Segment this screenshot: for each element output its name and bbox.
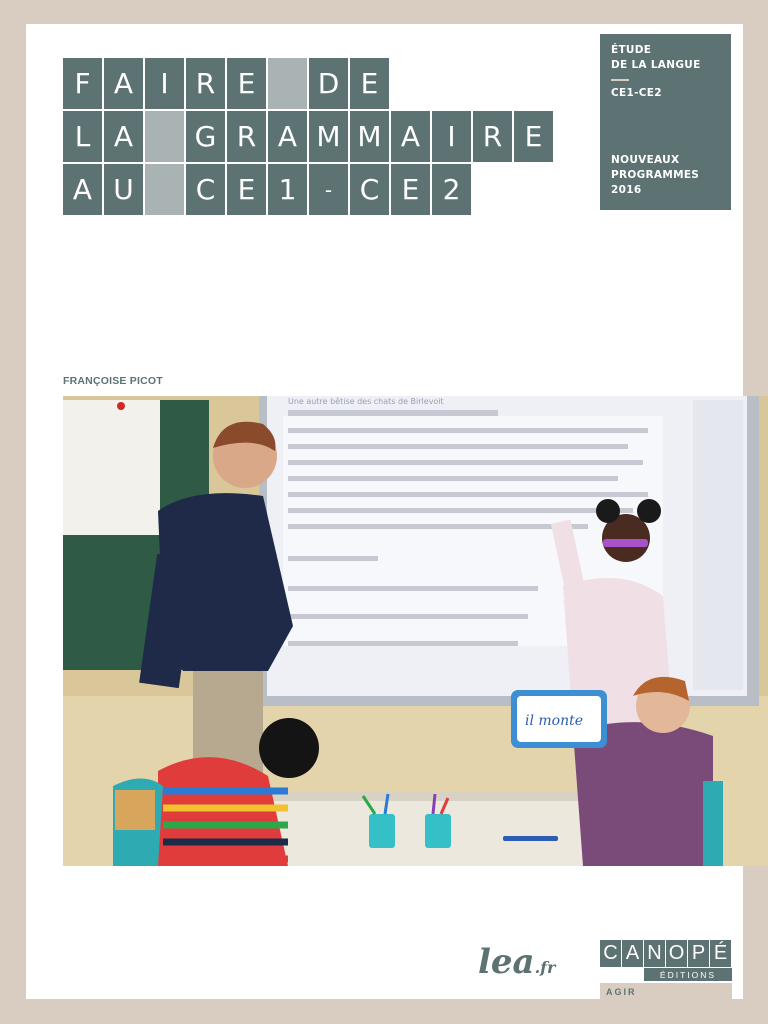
lea-logo-main: lea: [478, 942, 535, 982]
program-line-2: PROGRAMMES: [611, 169, 700, 181]
program-line-1: NOUVEAUX: [611, 154, 680, 166]
title-row-1: [63, 58, 555, 109]
title-tile: A: [391, 111, 430, 162]
level-label: CE1-CE2: [611, 87, 662, 99]
canope-agir-label: AGIR: [600, 983, 732, 1000]
title-tile: M: [350, 111, 389, 162]
title-tile: A: [104, 111, 143, 162]
canope-editions-label: ÉDITIONS: [644, 968, 732, 981]
slate-text: il monte: [525, 713, 584, 729]
classroom-illustration: [63, 396, 768, 866]
title-tiles: [63, 58, 555, 217]
title-tile: 2: [432, 164, 471, 215]
title-tile: A: [268, 111, 307, 162]
lea-fr-logo: [478, 942, 555, 982]
classroom-photo: [63, 396, 768, 866]
title-spacer-tile: [268, 58, 307, 109]
title-tile: C: [186, 164, 225, 215]
title-tile: U: [104, 164, 143, 215]
title-tile: E: [391, 164, 430, 215]
canope-letter: N: [644, 940, 665, 967]
title-tile: D: [309, 58, 348, 109]
title-tile: R: [473, 111, 512, 162]
title-tile: E: [227, 164, 266, 215]
title-row-2: [63, 111, 555, 162]
divider: [611, 79, 629, 81]
lea-logo-suffix: .fr: [534, 958, 556, 977]
canope-letter: É: [710, 940, 731, 967]
canope-letter: P: [688, 940, 709, 967]
title-tile: L: [63, 111, 102, 162]
canope-wordmark: [600, 940, 732, 967]
title-tile: I: [432, 111, 471, 162]
series-line-2: DE LA LANGUE: [611, 59, 701, 71]
title-tile: F: [63, 58, 102, 109]
canope-logo: [600, 940, 732, 1000]
title-row-3: [63, 164, 555, 215]
series-info-box: [600, 34, 731, 210]
canope-letter: C: [600, 940, 621, 967]
title-tile: -: [309, 164, 348, 215]
title-tile: R: [186, 58, 225, 109]
title-spacer-tile: [145, 111, 184, 162]
title-spacer-tile: [145, 164, 184, 215]
title-tile: E: [514, 111, 553, 162]
title-tile: G: [186, 111, 225, 162]
title-tile: M: [309, 111, 348, 162]
board-heading: Une autre bêtise des chats de Birlevoit: [288, 397, 444, 406]
series-line-1: ÉTUDE: [611, 44, 652, 56]
title-tile: R: [227, 111, 266, 162]
title-tile: A: [63, 164, 102, 215]
title-tile: 1: [268, 164, 307, 215]
title-tile: A: [104, 58, 143, 109]
title-tile: E: [350, 58, 389, 109]
canope-letter: O: [666, 940, 687, 967]
title-tile: E: [227, 58, 266, 109]
title-tile: I: [145, 58, 184, 109]
program-year: 2016: [611, 184, 642, 196]
title-tile: C: [350, 164, 389, 215]
author-name: FRANÇOISE PICOT: [63, 375, 163, 387]
canope-letter: A: [622, 940, 643, 967]
